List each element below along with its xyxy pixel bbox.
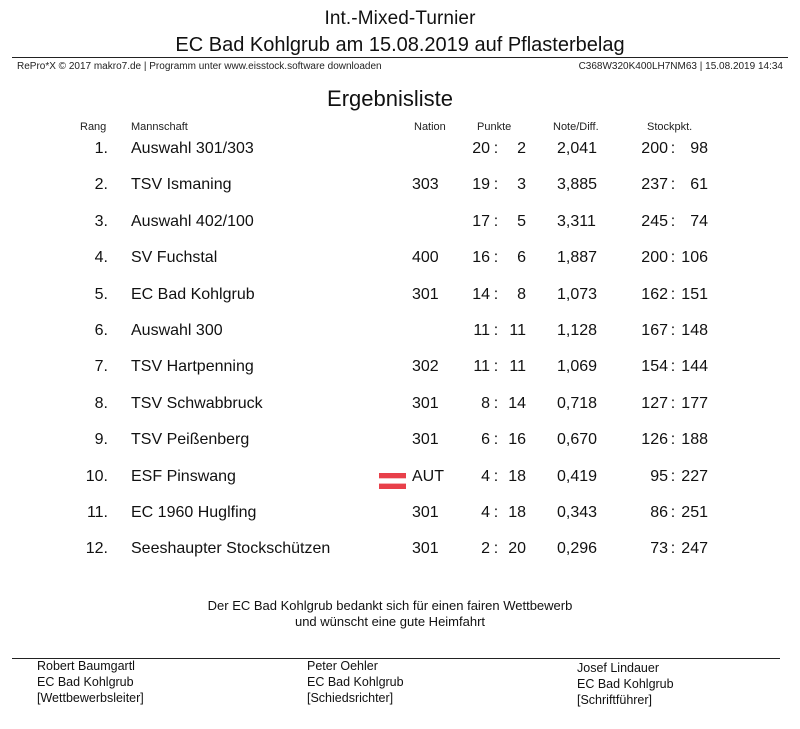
note-cell: 0,343: [557, 504, 598, 521]
rank-cell: 8.: [94, 394, 108, 412]
stock-separator: :: [670, 285, 676, 303]
points-cell: [466, 249, 526, 267]
table-row: [0, 286, 800, 310]
points-separator: :: [493, 540, 499, 558]
points-cell: [466, 540, 526, 558]
stock-points-cell: [628, 213, 718, 231]
signature-block-2: [307, 658, 404, 706]
points-lost: 6: [517, 249, 526, 267]
stock-points-against: 251: [681, 504, 708, 521]
team-cell: EC Bad Kohlgrub: [131, 285, 255, 303]
column-header-stock: Stockpkt.: [647, 121, 693, 133]
stock-separator: :: [670, 249, 676, 267]
team-cell: Seeshaupter Stockschützen: [131, 540, 331, 558]
austria-flag-icon: [379, 473, 406, 489]
points-won: 6: [481, 431, 490, 449]
table-row: [0, 468, 800, 492]
rank-cell: 2.: [94, 176, 108, 194]
team-cell: TSV Ismaning: [131, 176, 232, 194]
print-code-timestamp: C368W320K400LH7NM63 | 15.08.2019 14:34: [578, 61, 783, 72]
stock-points-for: 237: [641, 176, 668, 194]
points-lost: 2: [517, 140, 526, 157]
stock-points-against: 247: [681, 540, 708, 558]
nation-cell: 400: [412, 249, 439, 267]
points-cell: [466, 395, 526, 413]
points-won: 20: [472, 140, 490, 157]
points-lost: 18: [508, 504, 526, 521]
stock-separator: :: [670, 358, 676, 376]
note-cell: 0,670: [557, 431, 598, 449]
points-cell: [466, 431, 526, 449]
stock-separator: :: [670, 540, 676, 558]
stock-points-cell: [628, 431, 718, 449]
table-row: [0, 176, 800, 200]
note-cell: 1,069: [557, 358, 598, 376]
stock-points-against: 106: [681, 249, 708, 267]
stock-separator: :: [670, 322, 676, 339]
table-row: [0, 504, 800, 528]
team-cell: EC 1960 Huglfing: [131, 504, 257, 521]
column-header-nation: Nation: [414, 121, 446, 133]
points-cell: [466, 468, 526, 486]
signature-role: [Schiedsrichter]: [307, 691, 394, 705]
note-cell: 1,128: [557, 322, 598, 339]
stock-points-cell: [628, 395, 718, 413]
stock-points-for: 73: [650, 540, 668, 558]
points-lost: 18: [508, 467, 526, 485]
stock-points-for: 127: [641, 394, 668, 412]
team-cell: Auswahl 300: [131, 322, 223, 339]
signature-role: [Wettbewerbsleiter]: [37, 691, 144, 705]
rank-cell: 7.: [94, 358, 108, 376]
points-separator: :: [493, 467, 499, 485]
points-won: 4: [481, 467, 490, 485]
points-separator: :: [493, 358, 499, 376]
table-row: [0, 540, 800, 564]
nation-cell: AUT: [412, 467, 444, 485]
team-cell: ESF Pinswang: [131, 467, 236, 485]
tournament-title: Int.-Mixed-Turnier: [324, 8, 476, 29]
stock-points-for: 162: [641, 285, 668, 303]
note-cell: 3,885: [557, 176, 598, 194]
nation-cell: 301: [412, 285, 439, 303]
signature-club: EC Bad Kohlgrub: [307, 675, 404, 689]
points-cell: [466, 358, 526, 376]
rank-cell: 12.: [85, 540, 108, 558]
team-cell: TSV Peißenberg: [131, 431, 250, 449]
points-won: 2: [481, 540, 490, 558]
signature-block-3: [577, 660, 674, 708]
points-separator: :: [493, 176, 499, 194]
table-row: [0, 249, 800, 273]
points-won: 16: [472, 249, 490, 267]
points-won: 8: [481, 394, 490, 412]
stock-points-cell: [628, 504, 718, 522]
points-lost: 11: [509, 322, 526, 339]
points-separator: :: [493, 140, 499, 157]
note-cell: 0,419: [557, 467, 598, 485]
stock-points-cell: [628, 249, 718, 267]
stock-points-against: 177: [681, 394, 708, 412]
tournament-subtitle: EC Bad Kohlgrub am 15.08.2019 auf Pflasterbelag: [175, 34, 625, 56]
nation-cell: 301: [412, 394, 439, 412]
stock-separator: :: [670, 467, 676, 485]
signature-club: EC Bad Kohlgrub: [37, 675, 134, 689]
note-cell: 1,073: [557, 285, 598, 303]
signature-name: Josef Lindauer: [577, 661, 660, 675]
nation-cell: 301: [412, 540, 439, 558]
stock-points-against: 61: [690, 176, 708, 194]
note-cell: 3,311: [557, 212, 596, 230]
stock-points-cell: [628, 286, 718, 304]
stock-separator: :: [670, 504, 676, 521]
stock-separator: :: [670, 212, 676, 230]
software-credit: RePro*X © 2017 makro7.de | Programm unter www.eisstock.software downloaden: [17, 61, 382, 72]
points-cell: [466, 213, 526, 231]
table-row: [0, 431, 800, 455]
team-cell: SV Fuchstal: [131, 249, 218, 267]
stock-points-against: 74: [690, 212, 708, 230]
points-cell: [466, 504, 526, 522]
nation-cell: 301: [412, 431, 439, 449]
points-lost: 8: [517, 285, 526, 303]
stock-points-for: 200: [641, 249, 668, 267]
stock-points-for: 245: [641, 212, 668, 230]
stock-points-cell: [628, 468, 718, 486]
team-cell: TSV Hartpenning: [131, 358, 254, 376]
points-lost: 16: [508, 431, 526, 449]
note-cell: 1,887: [557, 249, 598, 267]
note-cell: 0,718: [557, 394, 598, 412]
stock-separator: :: [670, 140, 676, 157]
stock-points-against: 151: [681, 285, 708, 303]
rank-cell: 5.: [94, 285, 108, 303]
stock-points-cell: [628, 176, 718, 194]
stock-points-against: 98: [690, 140, 708, 157]
points-lost: 20: [508, 540, 526, 558]
team-cell: TSV Schwabbruck: [131, 394, 263, 412]
stock-points-against: 148: [681, 322, 708, 339]
closing-line-1: Der EC Bad Kohlgrub bedankt sich für einen fairen Wettbewerb: [207, 598, 573, 613]
stock-points-for: 200: [641, 140, 668, 157]
signature-name: Robert Baumgartl: [37, 659, 135, 673]
column-header-team: Mannschaft: [131, 121, 188, 133]
table-row: [0, 395, 800, 419]
table-row: [0, 358, 800, 382]
closing-line-2: und wünscht eine gute Heimfahrt: [294, 614, 486, 629]
points-won: 11: [473, 358, 490, 376]
column-header-points: Punkte: [477, 121, 512, 133]
signature-name: Peter Oehler: [307, 659, 378, 673]
rank-cell: 3.: [94, 212, 108, 230]
stock-points-cell: [628, 358, 718, 376]
nation-cell: 302: [412, 358, 439, 376]
points-cell: [466, 322, 526, 340]
table-row: [0, 140, 800, 164]
team-cell: Auswahl 402/100: [131, 212, 254, 230]
column-header-note: Note/Diff.: [553, 121, 599, 133]
points-separator: :: [493, 212, 499, 230]
points-separator: :: [493, 322, 499, 339]
table-row: [0, 213, 800, 237]
points-won: 4: [481, 504, 490, 521]
points-cell: [466, 286, 526, 304]
points-lost: 11: [509, 358, 526, 376]
points-cell: [466, 176, 526, 194]
points-lost: 3: [517, 176, 526, 194]
signature-block-1: [37, 658, 144, 706]
signature-club: EC Bad Kohlgrub: [577, 677, 674, 691]
points-lost: 14: [508, 394, 526, 412]
points-cell: [466, 140, 526, 158]
rank-cell: 10.: [85, 467, 108, 485]
stock-points-for: 167: [641, 322, 668, 339]
points-won: 11: [473, 322, 490, 339]
points-separator: :: [493, 285, 499, 303]
nation-cell: 303: [412, 176, 439, 194]
points-separator: :: [493, 394, 499, 412]
stock-points-for: 154: [641, 358, 668, 376]
stock-points-cell: [628, 540, 718, 558]
rank-cell: 6.: [94, 322, 108, 339]
table-row: [0, 322, 800, 346]
stock-points-cell: [628, 322, 718, 340]
stock-separator: :: [670, 394, 676, 412]
stock-points-cell: [628, 140, 718, 158]
header-divider: [12, 57, 788, 58]
signature-role: [Schriftführer]: [577, 693, 653, 707]
stock-points-against: 227: [681, 467, 708, 485]
points-separator: :: [493, 504, 499, 521]
team-cell: Auswahl 301/303: [131, 140, 254, 157]
column-header-rank: Rang: [80, 121, 107, 133]
points-won: 17: [472, 212, 490, 230]
stock-separator: :: [670, 431, 676, 449]
points-separator: :: [493, 249, 499, 267]
page-title: Ergebnisliste: [327, 86, 453, 111]
points-won: 19: [472, 176, 490, 194]
points-lost: 5: [517, 212, 526, 230]
note-cell: 2,041: [557, 140, 598, 157]
rank-cell: 1.: [94, 140, 108, 157]
closing-message: [0, 598, 780, 630]
points-won: 14: [472, 285, 490, 303]
rank-cell: 9.: [94, 431, 108, 449]
nation-cell: 301: [412, 504, 439, 521]
stock-points-against: 144: [681, 358, 708, 376]
points-separator: :: [493, 431, 499, 449]
note-cell: 0,296: [557, 540, 598, 558]
stock-points-against: 188: [681, 431, 708, 449]
stock-points-for: 86: [650, 504, 668, 521]
stock-points-for: 95: [650, 467, 668, 485]
rank-cell: 11.: [86, 504, 108, 521]
rank-cell: 4.: [94, 249, 108, 267]
stock-separator: :: [670, 176, 676, 194]
stock-points-for: 126: [641, 431, 668, 449]
